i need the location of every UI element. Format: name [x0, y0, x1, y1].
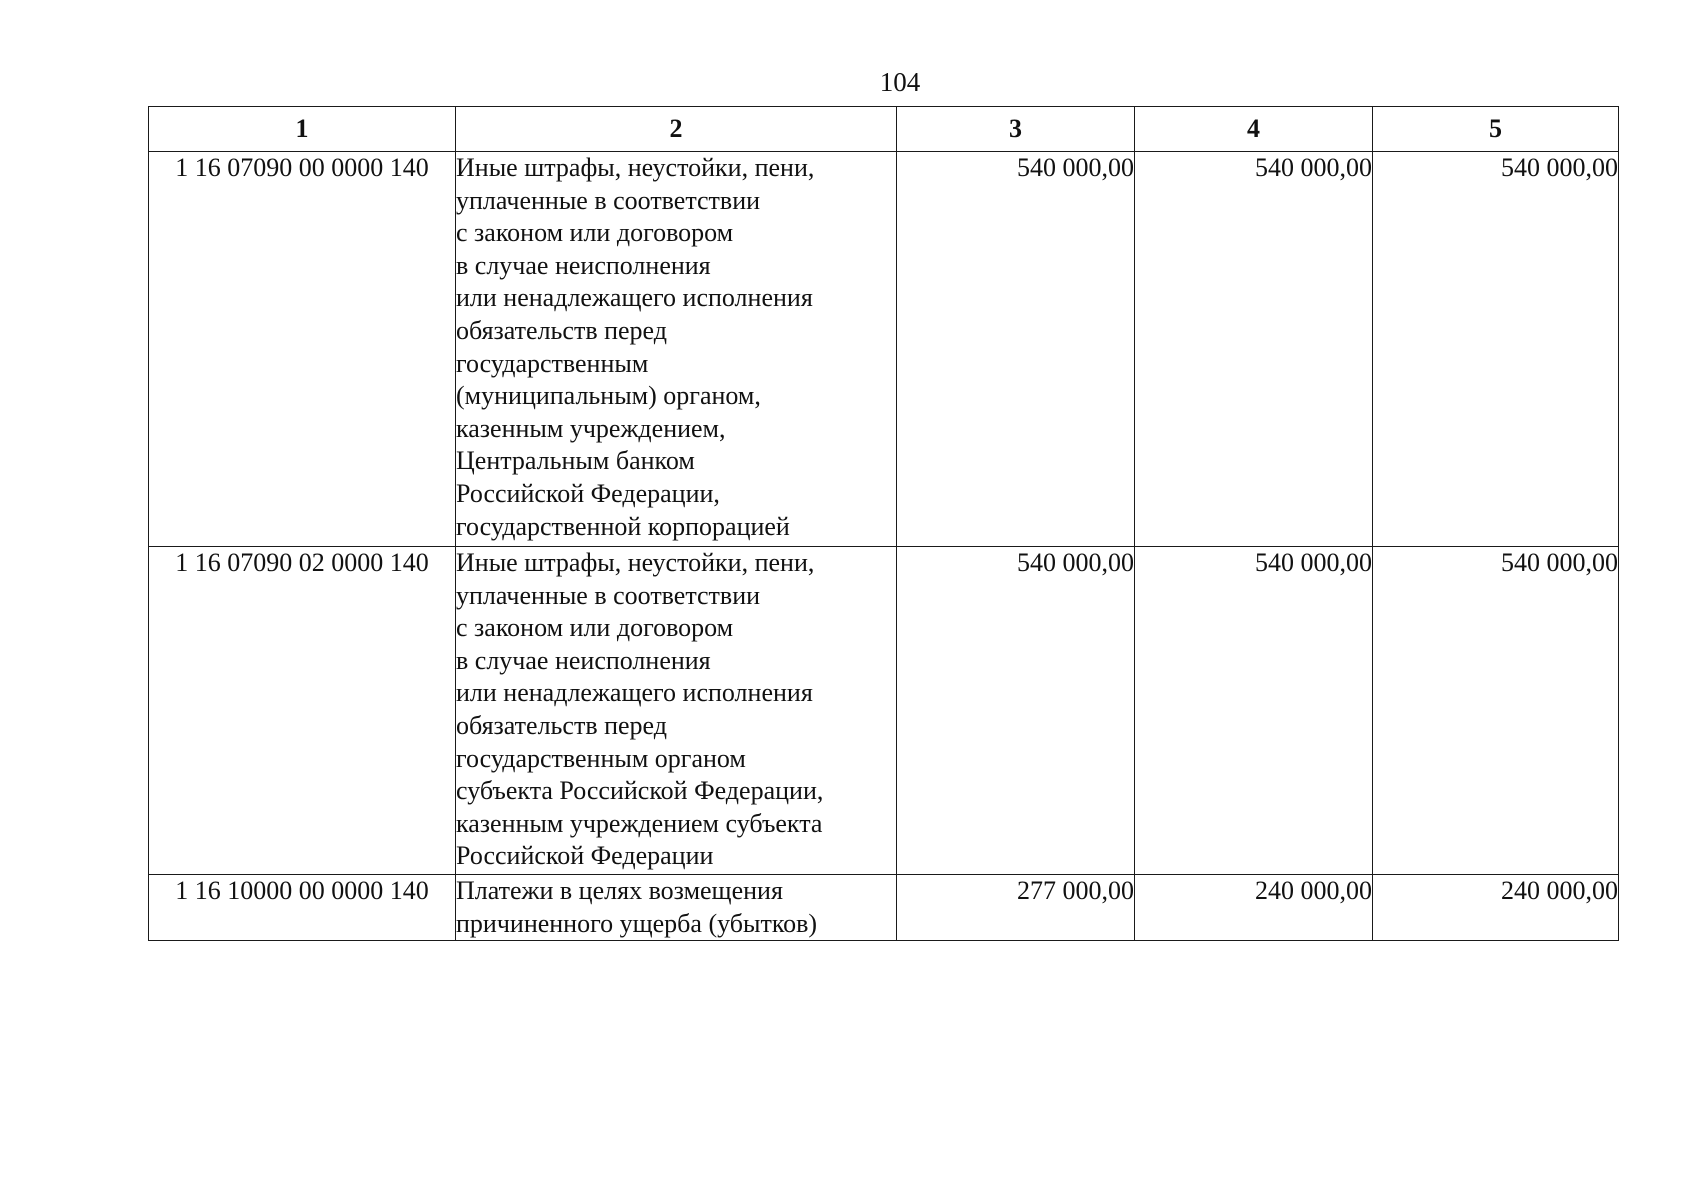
name-line: Российской Федерации, [456, 478, 720, 508]
amount-col5-cell: 540 000,00 [1373, 152, 1619, 547]
name-line: (муниципальным) органом, [456, 381, 761, 411]
amount-col3-cell: 540 000,00 [897, 547, 1135, 875]
name-line: причиненного ущерба (убытков) [456, 908, 818, 938]
column-header-4: 4 [1135, 107, 1373, 152]
name-line: Российской Федерации [456, 841, 714, 871]
name-line: государственным органом [456, 743, 746, 773]
amount-col4-cell: 540 000,00 [1135, 152, 1373, 547]
table-row [149, 152, 1619, 547]
budget-code-cell: 1 16 10000 00 0000 140 [149, 875, 456, 941]
name-line: уплаченные в соответствии [456, 185, 761, 215]
name-line: или ненадлежащего исполнения [456, 283, 813, 313]
amount-col5-cell: 240 000,00 [1373, 875, 1619, 941]
table-row [149, 875, 1619, 941]
budget-code-cell: 1 16 07090 00 0000 140 [149, 152, 456, 547]
table-row [149, 547, 1619, 875]
name-line: с законом или договором [456, 218, 734, 248]
amount-col3-cell: 277 000,00 [897, 875, 1135, 941]
name-line: казенным учреждением, [456, 413, 726, 443]
column-header-1: 1 [149, 107, 456, 152]
revenue-name-cell [456, 152, 897, 547]
name-line: государственной корпорацией [456, 511, 790, 541]
name-line: Иные штрафы, неустойки, пени, [456, 548, 815, 577]
name-line: уплаченные в соответствии [456, 580, 761, 610]
name-line: Иные штрафы, неустойки, пени, [456, 153, 815, 182]
name-line: Платежи в целях возмещения [456, 876, 783, 905]
name-line: казенным учреждением субъекта [456, 808, 823, 838]
name-line: с законом или договором [456, 613, 734, 643]
column-header-5: 5 [1373, 107, 1619, 152]
amount-col3-cell: 540 000,00 [897, 152, 1135, 547]
name-line: в случае неисполнения [456, 250, 711, 280]
name-line: Центральным банком [456, 446, 695, 476]
page-number: 104 [879, 67, 921, 97]
amount-col4-cell: 540 000,00 [1135, 547, 1373, 875]
revenue-name-cell [456, 875, 897, 941]
column-header-3: 3 [897, 107, 1135, 152]
table-header-row [149, 107, 1619, 152]
name-line: субъекта Российской Федерации, [456, 776, 824, 806]
amount-col5-cell: 540 000,00 [1373, 547, 1619, 875]
revenue-table [148, 106, 1619, 941]
name-line: или ненадлежащего исполнения [456, 678, 813, 708]
amount-col4-cell: 240 000,00 [1135, 875, 1373, 941]
column-header-2: 2 [456, 107, 897, 152]
name-line: государственным [456, 348, 649, 378]
name-line: обязательств перед [456, 315, 667, 345]
name-line: в случае неисполнения [456, 645, 711, 675]
name-line: обязательств перед [456, 710, 667, 740]
revenue-name-cell [456, 547, 897, 875]
budget-code-cell: 1 16 07090 02 0000 140 [149, 547, 456, 875]
